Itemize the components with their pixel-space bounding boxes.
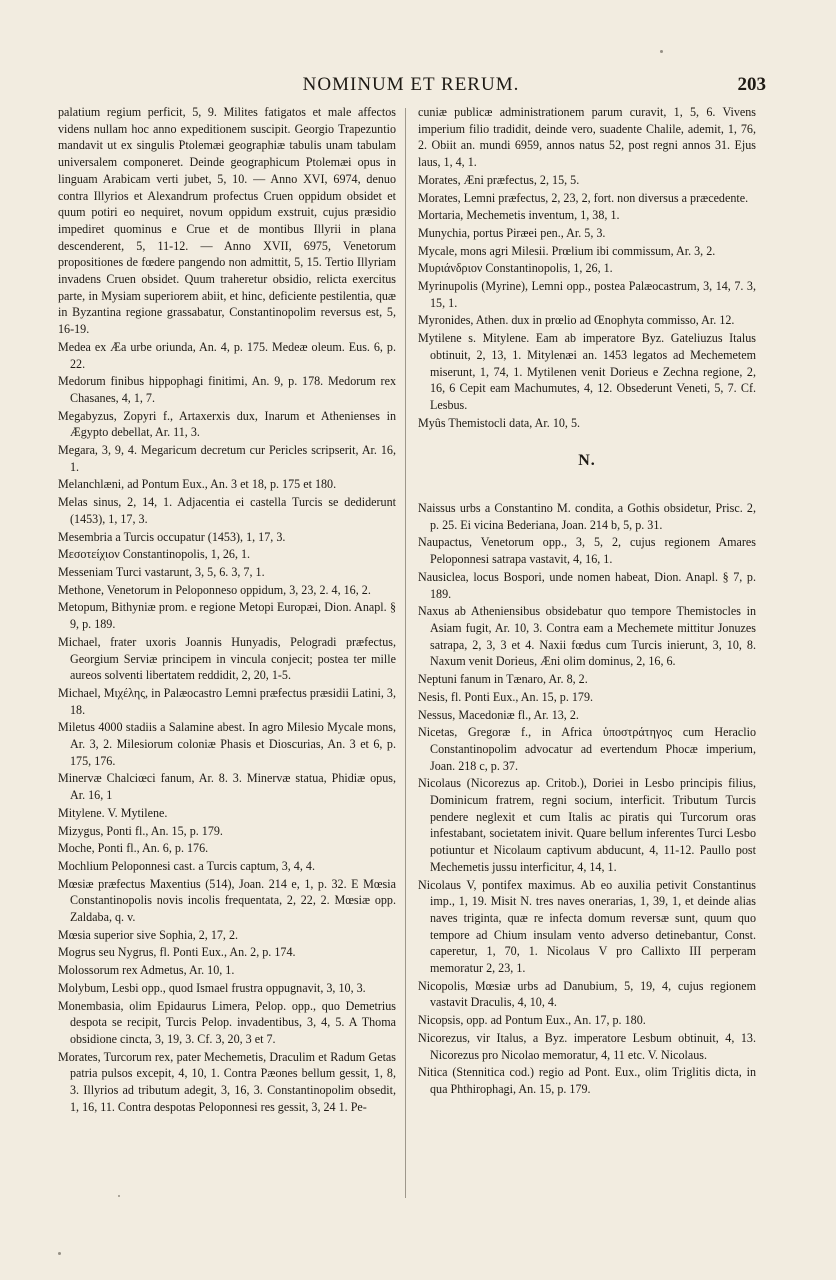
index-entry: Myûs Themistocli data, Ar. 10, 5.	[418, 415, 581, 430]
index-entry: Mogrus seu Nygrus, fl. Ponti Eux., An. 2, p. 174.	[58, 945, 296, 960]
index-entry: cuniæ publicæ administrationem parum curavit, 1, 5, 6. Vivens imperium filio tradidit, deinde vero, suadente Chalile, ademit, 1, 76, 2. Obiit an. mundi 6959, annos natus 52, post regni annos 31. Ejus laus, 1, 4, 1.	[418, 105, 756, 170]
index-entry: Nesis, fl. Ponti Eux., An. 15, p. 179.	[418, 689, 594, 704]
index-entry: Morates, Turcorum rex, pater Mechemetis, Draculim et Radum Getas patria pulsos excepit, 4, 10, 1. Contra Pæones bellum gessit, 1, 8, 3. Illyrios ad tributum adegit, 3, 16, 3. Constantinopolim obsedit, 1, 16, 11. Contra despotas Peloponnesi res gessit, 3, 24 1. Pe-	[58, 1049, 396, 1114]
index-entry: Nessus, Macedoniæ fl., Ar. 13, 2.	[418, 707, 579, 722]
column-divider	[405, 108, 406, 1198]
index-entry: Melanchlæni, ad Pontum Eux., An. 3 et 18, p. 175 et 180.	[58, 477, 337, 492]
index-entry: Nicopsis, opp. ad Pontum Eux., An. 17, p. 180.	[418, 1013, 646, 1028]
index-entry: Monembasia, olim Epidaurus Limera, Pelop. opp., quo Demetrius despota se recipit, Turcis Pelop. invadentibus, 3, 4, 5. A Thoma obsidione cincta, 3, 19, 3. Cf. 3, 20, 3 et 7.	[58, 998, 396, 1046]
index-entry: Michael, Μιχέλης, in Palæocastro Lemni præfectus præsidii Latini, 3, 18.	[58, 685, 396, 717]
running-title: NOMINUM ET RERUM.	[302, 74, 520, 95]
index-entry: Methone, Venetorum in Peloponneso oppidum, 3, 23, 2. 4, 16, 2.	[58, 582, 371, 597]
index-entry: Μεσοτείχιον Constantinopolis, 1, 26, 1.	[58, 547, 251, 562]
index-entry: Munychia, portus Piræei pen., Ar. 5, 3.	[418, 225, 606, 240]
index-entry: Molybum, Lesbi opp., quod Ismael frustra oppugnavit, 3, 10, 3.	[58, 980, 366, 995]
right-column-n-entries	[418, 500, 756, 1098]
index-entry: Myronides, Athen. dux in prœlio ad Œnophyta commisso, Ar. 12.	[418, 313, 735, 328]
index-entry: Nicorezus, vir Italus, a Byz. imperatore Lesbum obtinuit, 4, 13. Nicorezus pro Nicolao memoratur, 4, 11 etc. V. Nicolaus.	[418, 1030, 756, 1062]
index-entry: Μυριάνδριον Constantinopolis, 1, 26, 1.	[418, 261, 613, 276]
index-entry: Nicolaus (Nicorezus ap. Critob.), Dorieі in Lesbo principis filius, Dominicum fratrem, regni socium, interficit. Tributum Turcis pendere neglexit et cum Italis ac piratis qui Turcorum oras infestabant, societatem inivit. Quare bellum inferentes Turci Lesbo potiuntur et Nicolaum captivum abducunt, 4, 11-12. Paullo post Mechemetis jussu interficitur, 4, 14, 1.	[418, 776, 756, 874]
page-number: 203	[737, 74, 766, 95]
index-entry: Mortaria, Mechemetis inventum, 1, 38, 1.	[418, 208, 620, 223]
index-entry: Myrinupolis (Myrine), Lemni opp., postea Palæocastrum, 3, 14, 7. 3, 15, 1.	[418, 279, 756, 310]
ink-speck	[118, 1195, 120, 1197]
right-column	[418, 104, 756, 1099]
page-header	[56, 70, 766, 102]
ink-speck	[58, 1252, 61, 1255]
index-entry: Nitica (Stennitica cod.) regio ad Pont. Eux., olim Triglitis dicta, in qua Phthirophagi, An. 15, p. 179.	[418, 1065, 756, 1096]
index-entry: Megara, 3, 9, 4. Megaricum decretum cur Pericles scripserit, Ar. 16, 1.	[58, 443, 396, 474]
right-column-m-entries	[418, 104, 756, 431]
index-entry: Mytilene s. Mitylene. Eam ab imperatore Byz. Gateliuzus Italus obtinuit, 2, 13, 1. Mitylenæi an. 1453 legatos ad Mechemetem miserunt, 1, 74, 1. Mytilenen venit Dorieus e Zechna regione, 2, 16, 6 Cepit eam Machumutes, 4, 12. Obsederunt Veneti, 5, 7. Cf. Lesbus.	[418, 331, 756, 412]
index-entry: Medea ex Æa urbe oriunda, An. 4, p. 175. Medeæ oleum. Eus. 6, p. 22.	[58, 339, 396, 371]
index-entry: Mochlium Peloponnesi cast. a Turcis captum, 3, 4, 4.	[58, 858, 315, 873]
index-entry: Megabyzus, Zopyri f., Artaxerxis dux, Inarum et Athenienses in Ægypto debellat, Ar. 11, 3.	[58, 408, 396, 440]
index-entry: Melas sinus, 2, 14, 1. Adjacentia ei castella Turcis se dediderunt (1453), 1, 17, 3.	[58, 495, 396, 526]
index-entry: Michael, frater uxoris Joannis Hunyadis, Pelogradi præfectus, Georgium Serviæ principem in vincula conjecit; postea ter mille aureos solventi libertatem reddidit, 2, 20, 1-5.	[58, 634, 396, 683]
index-entry: Mesembria a Turcis occupatur (1453), 1, 17, 3.	[58, 529, 286, 544]
index-entry: Morates, Æni præfectus, 2, 15, 5.	[418, 172, 580, 187]
index-entry: Mitylene. V. Mytilene.	[58, 805, 168, 820]
index-entry: Medorum finibus hippophagi finitimi, An. 9, p. 178. Medorum rex Chasanes, 4, 1, 7.	[58, 374, 396, 405]
index-entry: Naxus ab Atheniensibus obsidebatur quo tempore Themistocles in Asiam fugit, Ar. 10, 3. Contra eam a Mechemete mittitur Jonuzes satrapa, 2, 3, 3 et 4. Naxii fœdus cum Turcis inierunt, 3, 10, 8. Naxum venit Dorieus, Æni olim dominus, 2, 16, 6.	[418, 604, 756, 669]
index-entry: palatium regium perficit, 5, 9. Milites fatigatos et male affectos videns nullam hoc anno expeditionem suscipit. Georgio Trapezuntio mandavit ut ex singulis Ptolemæi geographiæ tabulis unam tabulam universalem componeret. Deinde geographicum Ptolemæi opus in linguam Arabicam verti jubet, 5, 10. — Anno XVI, 6974, denuo contra Illyrios et Alexandrum profectus Cruen oppidum obsidet et quum potiri eo nequiret, novum oppidum exstruit, cujus præsidio impediret quominus e Crue et de montibus Illyrii in plana descenderent, 5, 11-12. — Anno XVII, 6975, Venetorum propositiones de fœdere pangendo non admittit, 5, 15. Tertio Illyriam invadens Cruen obsidet. Quum traheretur obsidio, relicta exercitus parte, in Mysiam superiorem abiit, et hinc, deficiente pestilentia, quæ in Byzantina regione grassabatur, Constantinopolim reversus est, 5, 16-19.	[58, 105, 396, 337]
section-letter-n: N.	[578, 452, 596, 470]
index-entry: Nicopolis, Mœsiæ urbs ad Danubium, 5, 19, 4, cujus regionem vastavit Draculis, 4, 10, 4.	[418, 978, 756, 1010]
index-entry: Nausiclea, locus Bospori, unde nomen habeat, Dion. Anapl. § 7, p. 189.	[418, 569, 756, 601]
index-entry: Mœsia superior sive Sophia, 2, 17, 2.	[58, 927, 239, 942]
ink-speck	[660, 50, 663, 53]
index-entry: Nicetas, Gregoræ f., in Africa ὑποστράτηγος cum Heraclio Constantinopolim advocatur ad evertendum Phocæ imperium, Joan. 218 c, p. 37.	[418, 725, 756, 773]
index-entry: Moche, Ponti fl., An. 6, p. 176.	[58, 841, 209, 856]
left-column	[58, 104, 396, 1116]
index-entry: Molossorum rex Admetus, Ar. 10, 1.	[58, 963, 235, 978]
index-entry: Miletus 4000 stadiis a Salamine abest. In agro Milesio Mycale mons, Ar. 3, 2. Milesiorum coloniæ Phasis et Dioscurias, An. 3 et 6, p. 175, 176.	[58, 720, 396, 768]
index-entry: Naupactus, Venetorum opp., 3, 5, 2, cujus regionem Amares Peloponnesi satrapa vastavit, 4, 16, 1.	[418, 535, 756, 567]
index-entry: Mizygus, Ponti fl., An. 15, p. 179.	[58, 823, 223, 838]
index-entry: Messeniam Turci vastarunt, 3, 5, 6. 3, 7, 1.	[58, 564, 265, 579]
index-entry: Mycale, mons agri Milesii. Prœlium ibi commissum, Ar. 3, 2.	[418, 243, 716, 258]
index-entry: Mœsiæ præfectus Maxentius (514), Joan. 214 e, 1, p. 32. E Mœsia Constantinopolis novis incolis frequentata, 2, 22, 2. Mœsiæ opp. Zaldaba, q. v.	[58, 876, 396, 925]
index-entry: Naissus urbs a Constantino M. condita, a Gothis obsidetur, Prisc. 2, p. 25. Ei vicina Bederiana, Joan. 214 b, 5, p. 31.	[418, 501, 756, 532]
index-entry: Minervæ Chalciœci fanum, Ar. 8. 3. Minervæ statua, Phidiæ opus, Ar. 16, 1	[58, 771, 396, 803]
index-entry: Morates, Lemni præfectus, 2, 23, 2, fort. non diversus a præcedente.	[418, 190, 749, 205]
index-entry: Neptuni fanum in Tænaro, Ar. 8, 2.	[418, 672, 588, 687]
index-entry: Nicolaus V, pontifex maximus. Ab eo auxilia petivit Constantinus imp., 1, 19. Misit N. tres naves onerarias, 1, 39, 1, et deinde alias naves triginta, quæ re infecta domum reversæ sunt, quum quo tempore ad Chium insulam vento adverso detinebantur, Const. caperetur, 1, 70, 1. Nicolaus V pro Callixto III perperam memoratur 2, 23, 1.	[418, 877, 756, 976]
index-entry: Metopum, Bithyniæ prom. e regione Metopi Europæi, Dion. Anapl. § 9, p. 189.	[58, 600, 396, 632]
